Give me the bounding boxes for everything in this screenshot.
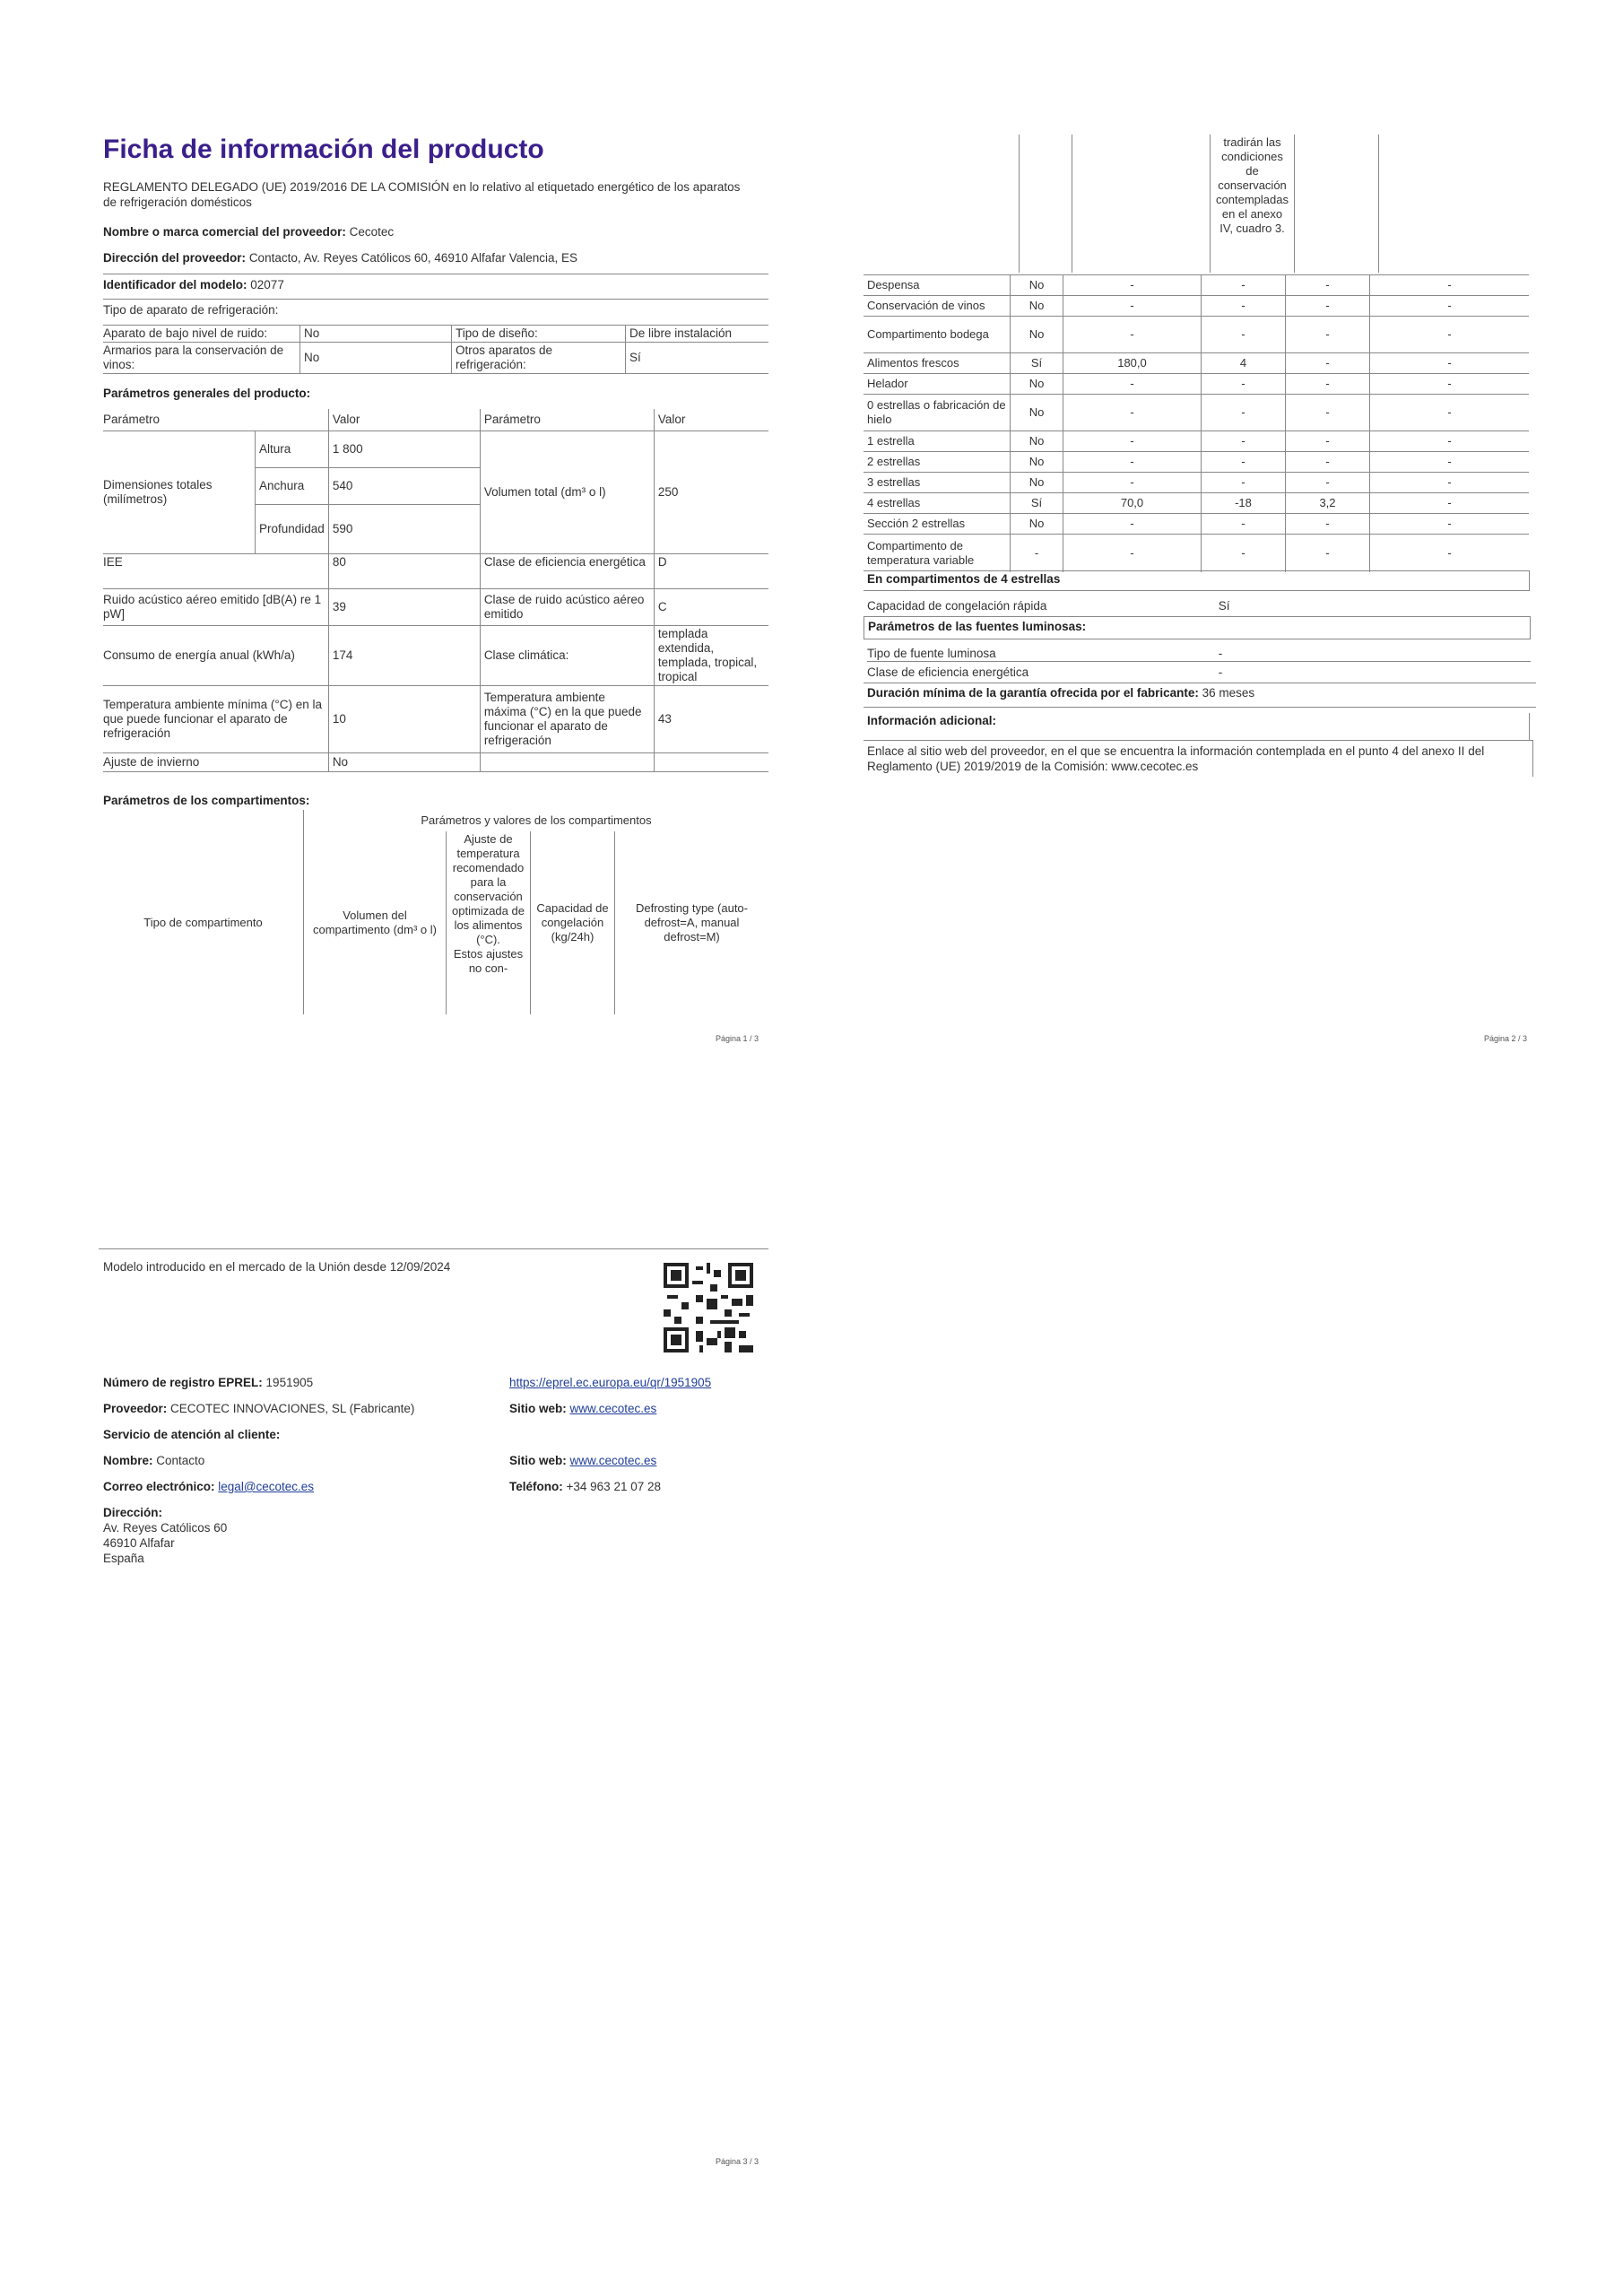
compartment-present: - <box>1011 535 1063 573</box>
compartment-present: No <box>1011 431 1063 452</box>
compartment-row <box>864 317 1529 353</box>
comp-group-row <box>103 810 768 831</box>
compartment-defrost: - <box>1370 296 1530 317</box>
compartment-temp: -18 <box>1202 493 1286 514</box>
compartment-freeze: - <box>1286 374 1370 395</box>
type-row <box>103 326 768 343</box>
gp-value: 39 <box>328 589 480 626</box>
fast-freeze-row <box>867 598 1531 613</box>
contact-name-label: Nombre: <box>103 1454 153 1467</box>
email-row <box>103 1479 314 1494</box>
type-row-label: Armarios para la conservación de vinos: <box>103 344 284 371</box>
warranty-row <box>864 683 1536 708</box>
compartments-header-cont <box>864 135 1529 273</box>
compartment-freeze: - <box>1286 473 1370 493</box>
type-row <box>103 343 768 374</box>
general-params-heading: Parámetros generales del producto: <box>103 387 311 400</box>
compartment-defrost: - <box>1370 431 1530 452</box>
compartment-temp: 4 <box>1202 353 1286 374</box>
address-line: 46910 Alfafar <box>103 1536 175 1550</box>
compartment-freeze: - <box>1286 395 1370 431</box>
model-id-row <box>103 274 768 292</box>
provider-row <box>103 1401 414 1416</box>
compartment-name: 4 estrellas <box>867 496 921 509</box>
gp-value2: 43 <box>654 686 768 753</box>
dimension-sub: Profundidad <box>256 505 329 554</box>
gp-value: 10 <box>328 686 480 753</box>
eprel-link[interactable]: https://eprel.ec.europa.eu/qr/1951905 <box>509 1376 712 1389</box>
dimension-value: 540 <box>328 468 480 505</box>
compartment-row <box>864 296 1529 317</box>
winter-label: Ajuste de invierno <box>103 755 200 769</box>
compartment-row <box>864 535 1529 573</box>
eprel-value: 1951905 <box>265 1376 314 1389</box>
page-title: Ficha de información del producto <box>103 135 544 164</box>
compartment-freeze: 3,2 <box>1286 493 1370 514</box>
compartment-volume: 70,0 <box>1063 493 1202 514</box>
gp-header-param: Parámetro <box>103 413 161 426</box>
appliance-type-heading: Tipo de aparato de refrigeración: <box>103 299 768 317</box>
comp-type-header: Tipo de compartimento <box>143 916 263 929</box>
regulation-text: REGLAMENTO DELEGADO (UE) 2019/2016 DE LA COMISIÓN en lo relativo al etiquetado energético de los aparatos de refrigeración domésticos <box>103 180 741 209</box>
compartment-row <box>864 514 1529 535</box>
type-row-value: No <box>300 326 452 343</box>
address-line: Av. Reyes Católicos 60 <box>103 1521 228 1535</box>
total-volume-value: 250 <box>654 431 768 554</box>
compartment-volume: 180,0 <box>1063 353 1202 374</box>
winter-value: No <box>328 753 480 772</box>
comp-defrost-header: Defrosting type (auto-defrost=A, manual defrost=M) <box>615 831 769 1014</box>
compartment-volume: - <box>1063 317 1202 353</box>
comp-header-row <box>103 831 768 1014</box>
compartment-present: Sí <box>1011 353 1063 374</box>
compartment-temp: - <box>1202 431 1286 452</box>
light-row <box>867 665 1531 680</box>
market-text: Modelo introducido en el mercado de la Unión desde 12/09/2024 <box>103 1260 451 1274</box>
page-number: Página 2 / 3 <box>1484 1034 1528 1043</box>
compartment-defrost: - <box>1370 395 1530 431</box>
compartment-volume: - <box>1063 374 1202 395</box>
address-label: Dirección: <box>103 1506 163 1519</box>
compartment-present: No <box>1011 452 1063 473</box>
compartment-freeze: - <box>1286 535 1370 573</box>
supplier-address-label: Dirección del proveedor: <box>103 251 247 265</box>
warranty-label: Duración mínima de la garantía ofrecida por el fabricante: <box>867 686 1199 700</box>
light-row <box>867 646 1531 662</box>
gp-header-param2: Parámetro <box>480 409 654 431</box>
compartment-volume: - <box>1063 452 1202 473</box>
comp-temp-text: Ajuste de temperatura recomendado para la conservación optimizada de los alimentos (°C). <box>452 832 525 946</box>
type-row-value: No <box>300 343 452 374</box>
gp-row <box>103 554 768 589</box>
gp-label2: Clase de eficiencia energética <box>480 554 654 589</box>
model-id-label: Identificador del modelo: <box>103 278 247 291</box>
supplier-name-value: Cecotec <box>349 225 395 239</box>
four-star-heading: En compartimentos de 4 estrellas <box>864 570 1530 591</box>
address-line: España <box>103 1552 144 1565</box>
customer-service-heading: Servicio de atención al cliente: <box>103 1428 281 1441</box>
model-id-value: 02077 <box>250 278 284 291</box>
compartment-present: No <box>1011 317 1063 353</box>
email-link[interactable]: legal@cecotec.es <box>218 1480 315 1493</box>
gp-row <box>103 686 768 753</box>
phone-value: +34 963 21 07 28 <box>566 1480 661 1493</box>
fast-freeze-value: Sí <box>1218 599 1230 613</box>
compartment-volume: - <box>1063 275 1202 296</box>
gp-header-row <box>103 409 768 431</box>
compartment-volume: - <box>1063 431 1202 452</box>
compartment-name: Helador <box>867 377 908 390</box>
dimension-value: 590 <box>328 505 480 554</box>
eprel-row <box>103 1375 313 1390</box>
general-params-table <box>103 409 768 772</box>
light-row-label: Tipo de fuente luminosa <box>867 647 996 660</box>
provider-label: Proveedor: <box>103 1402 168 1415</box>
total-volume-label: Volumen total (dm³ o l) <box>480 431 654 554</box>
compartment-freeze: - <box>1286 514 1370 535</box>
gp-header-value: Valor <box>328 409 480 431</box>
provider-value: CECOTEC INNOVACIONES, SL (Fabricante) <box>170 1402 415 1415</box>
contact-name-row <box>103 1453 204 1468</box>
type-row-label2: Otros aparatos de refrigeración: <box>452 343 626 374</box>
gp-value2: templada extendida, templada, tropical, tropical <box>654 626 768 686</box>
compartment-temp: - <box>1202 275 1286 296</box>
compartment-volume: - <box>1063 514 1202 535</box>
page-number: Página 1 / 3 <box>716 1034 759 1043</box>
compartment-temp: - <box>1202 473 1286 493</box>
compartment-row <box>864 395 1529 431</box>
gp-value: 174 <box>328 626 480 686</box>
compartment-defrost: - <box>1370 317 1530 353</box>
compartment-row <box>864 353 1529 374</box>
compartment-present: No <box>1011 296 1063 317</box>
supplier-address-row <box>103 250 767 265</box>
website-link[interactable]: www.cecotec.es <box>569 1402 657 1415</box>
gp-label: Consumo de energía anual (kWh/a) <box>103 648 295 662</box>
additional-heading: Información adicional: <box>867 713 1530 740</box>
compartment-name: Sección 2 estrellas <box>867 517 966 530</box>
supplier-name-row <box>103 224 767 239</box>
compartment-present: No <box>1011 514 1063 535</box>
comp-header-cont-row <box>864 135 1529 273</box>
email-label: Correo electrónico: <box>103 1480 215 1493</box>
compartment-temp: - <box>1202 535 1286 573</box>
page-number: Página 3 / 3 <box>716 2157 759 2166</box>
compartment-row <box>864 452 1529 473</box>
compartment-name: 2 estrellas <box>867 455 921 468</box>
type-row-value2: De libre instalación <box>626 326 769 343</box>
compartment-freeze: - <box>1286 296 1370 317</box>
compartment-temp: - <box>1202 452 1286 473</box>
gp-label2: Temperatura ambiente máxima (°C) en la que puede funcionar el aparato de refrigeración <box>480 686 654 753</box>
additional-link[interactable]: www.cecotec.es <box>1111 760 1199 773</box>
type-row-label: Aparato de bajo nivel de ruido: <box>103 326 268 340</box>
compartment-temp: - <box>1202 374 1286 395</box>
compartment-defrost: - <box>1370 514 1530 535</box>
light-heading: Parámetros de las fuentes luminosas: <box>864 616 1531 639</box>
compartment-name: Alimentos frescos <box>867 356 959 370</box>
compartment-name: 0 estrellas o fabricación de hielo <box>867 398 1006 426</box>
compartment-row <box>864 473 1529 493</box>
appliance-type-table <box>103 325 768 374</box>
gp-value: 80 <box>328 554 480 589</box>
compartment-present: Sí <box>1011 493 1063 514</box>
compartment-row <box>864 431 1529 452</box>
light-row-label: Clase de eficiencia energética <box>867 665 1029 679</box>
comp-temp-note: Estos ajustes no con- <box>453 947 524 975</box>
compartment-defrost: - <box>1370 275 1530 296</box>
gp-row <box>103 589 768 626</box>
compartment-freeze: - <box>1286 317 1370 353</box>
compartment-row <box>864 493 1529 514</box>
compartment-row <box>864 275 1529 296</box>
compartment-defrost: - <box>1370 535 1530 573</box>
compartment-volume: - <box>1063 473 1202 493</box>
compartment-present: No <box>1011 275 1063 296</box>
additional-text-body: Enlace al sitio web del proveedor, en el que se encuentra la información contemplada en el punto 4 del anexo II del Reglamento (UE) 2019/2019 de la Comisión: <box>867 744 1485 773</box>
address-block <box>103 1505 227 1566</box>
compartments-table <box>864 274 1529 572</box>
compartment-defrost: - <box>1370 353 1530 374</box>
dimension-sub: Altura <box>256 431 329 468</box>
comp-freeze-header: Capacidad de congelación (kg/24h) <box>536 901 609 944</box>
compartments-heading: Parámetros de los compartimentos: <box>103 794 310 807</box>
compartment-row <box>864 374 1529 395</box>
phone-label: Teléfono: <box>509 1480 563 1493</box>
gp-label: IEE <box>103 555 123 569</box>
compartment-defrost: - <box>1370 473 1530 493</box>
compartment-present: No <box>1011 395 1063 431</box>
compartment-name: Compartimento bodega <box>867 327 989 341</box>
compartment-defrost: - <box>1370 452 1530 473</box>
light-row-value: - <box>1218 647 1223 660</box>
type-row-label2: Tipo de diseño: <box>452 326 626 343</box>
website-label: Sitio web: <box>509 1402 567 1415</box>
compartment-present: No <box>1011 473 1063 493</box>
compartment-temp: - <box>1202 296 1286 317</box>
gp-label: Temperatura ambiente mínima (°C) en la que puede funcionar el aparato de refrigeración <box>103 698 322 740</box>
gp-label2: Clase climática: <box>480 626 654 686</box>
gp-label2: Clase de ruido acústico aéreo emitido <box>480 589 654 626</box>
compartment-name: Compartimento de temperatura variable <box>867 539 975 567</box>
dimensions-label: Dimensiones totales (milímetros) <box>103 478 213 506</box>
compartment-freeze: - <box>1286 431 1370 452</box>
winter-row <box>103 753 768 772</box>
gp-value2: C <box>654 589 768 626</box>
comp-temp-header <box>447 831 531 1014</box>
compartment-temp: - <box>1202 395 1286 431</box>
compartment-name: Despensa <box>867 278 920 291</box>
qr-code-icon <box>664 1263 753 1352</box>
compartment-name: 1 estrella <box>867 434 915 448</box>
compartment-volume: - <box>1063 535 1202 573</box>
compartment-freeze: - <box>1286 353 1370 374</box>
gp-label: Ruido acústico aéreo emitido [dB(A) re 1 pW] <box>103 593 322 621</box>
compartment-volume: - <box>1063 296 1202 317</box>
compartment-defrost: - <box>1370 493 1530 514</box>
compartment-name: 3 estrellas <box>867 475 921 489</box>
website2-link[interactable]: www.cecotec.es <box>569 1454 657 1467</box>
compartment-name: Conservación de vinos <box>867 299 985 312</box>
compartment-present: No <box>1011 374 1063 395</box>
website-row <box>509 1401 656 1416</box>
supplier-address-value: Contacto, Av. Reyes Católicos 60, 46910 Alfafar Valencia, ES <box>248 251 578 265</box>
comp-volume-header: Volumen del compartimento (dm³ o l) <box>304 831 447 1014</box>
additional-text <box>864 740 1533 777</box>
light-row-value: - <box>1218 665 1223 679</box>
fast-freeze-label: Capacidad de congelación rápida <box>867 599 1047 613</box>
compartment-volume: - <box>1063 395 1202 431</box>
website2-row <box>509 1453 656 1468</box>
compartment-freeze: - <box>1286 275 1370 296</box>
gp-row <box>103 626 768 686</box>
supplier-name-label: Nombre o marca comercial del proveedor: <box>103 225 346 239</box>
compartment-freeze: - <box>1286 452 1370 473</box>
dimension-row <box>103 431 768 468</box>
contact-name-value: Contacto <box>156 1454 205 1467</box>
compartment-temp: - <box>1202 317 1286 353</box>
website2-label: Sitio web: <box>509 1454 567 1467</box>
eprel-label: Número de registro EPREL: <box>103 1376 263 1389</box>
compartment-temp: - <box>1202 514 1286 535</box>
dimension-value: 1 800 <box>328 431 480 468</box>
compartments-header-table <box>103 810 768 1014</box>
type-row-value2: Sí <box>626 343 769 374</box>
compartment-defrost: - <box>1370 374 1530 395</box>
gp-value2: D <box>654 554 768 589</box>
gp-header-value2: Valor <box>654 409 768 431</box>
comp-group-label: Parámetros y valores de los compartimentos <box>304 810 769 831</box>
dimension-sub: Anchura <box>256 468 329 505</box>
comp-temp-note-cont: tradirán las condiciones de conservación contempladas en el anexo IV, cuadro 3. <box>1211 135 1295 273</box>
phone-row <box>509 1479 661 1494</box>
warranty-value: 36 meses <box>1202 686 1255 700</box>
